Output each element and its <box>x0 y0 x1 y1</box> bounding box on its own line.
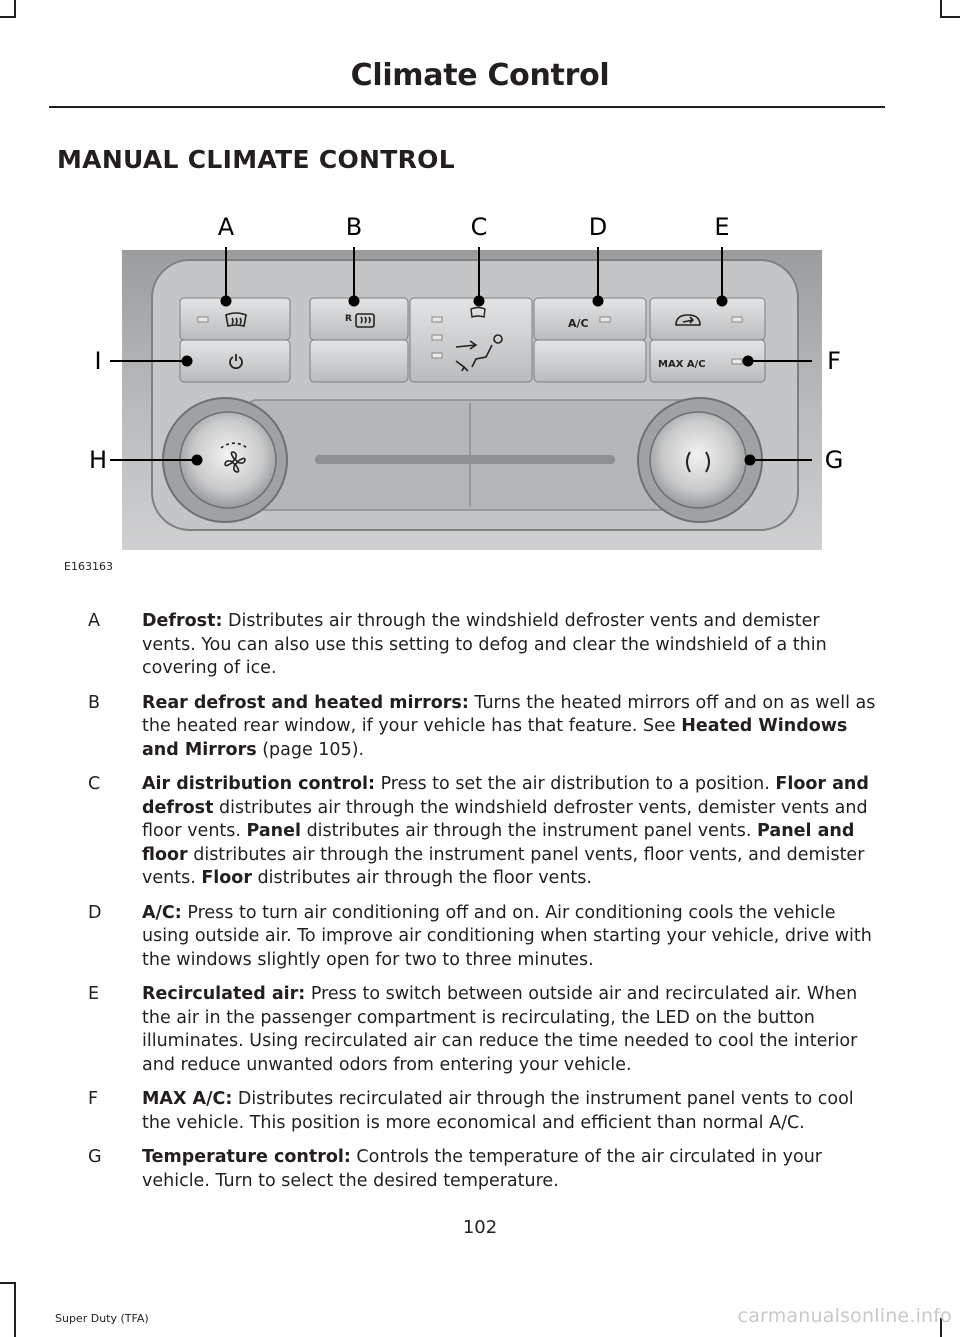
description-term: Rear defrost and heated mirrors: <box>142 692 469 713</box>
description-item <box>88 983 878 1077</box>
callout-dot-i <box>183 357 192 366</box>
description-letter: C <box>88 774 101 794</box>
description-item <box>88 902 878 973</box>
led <box>432 353 442 358</box>
description-text <box>142 1146 878 1193</box>
description-run: Press to turn air conditioning off and on. Air conditioning cools the vehicle using outside air. To improve air conditioning when starting your vehicle, drive with the windows slightly open for two to three minutes. <box>142 902 872 970</box>
callout-dot-g <box>746 456 755 465</box>
page-header-title: Climate Control <box>350 58 610 93</box>
description-list <box>88 610 878 1204</box>
description-term: Heated Windows and Mirrors <box>142 716 848 760</box>
callout-label-f: F <box>827 347 841 375</box>
description-term: Floor <box>201 868 252 888</box>
panel-slot <box>315 455 615 464</box>
description-text <box>142 902 878 973</box>
description-run: distributes air through the instrument panel vents. <box>301 821 758 841</box>
callout-dot-e <box>718 297 727 306</box>
callout-label-h: H <box>88 446 108 474</box>
crop-mark <box>942 16 960 18</box>
led <box>732 359 742 364</box>
crop-mark <box>14 1282 16 1337</box>
description-item <box>88 1088 878 1135</box>
description-run: Distributes air through the windshield defroster vents and demister vents. You can also use this setting to defog and clear the windshield of a thin covering of ice. <box>142 611 827 678</box>
led <box>198 317 208 322</box>
callout-label-i: I <box>94 347 102 375</box>
figure-id: E163163 <box>64 560 113 573</box>
description-letter: B <box>88 692 101 713</box>
callout-dot-b <box>350 297 359 306</box>
description-text <box>142 1088 878 1135</box>
max-ac-button-label: MAX A/C <box>658 359 706 370</box>
description-term: Defrost: <box>142 611 223 631</box>
blank-button <box>310 340 408 382</box>
defrost-button <box>180 298 290 340</box>
description-letter: E <box>88 984 100 1004</box>
description-term: Panel and floor <box>142 821 855 865</box>
callout-label-d: D <box>588 213 608 241</box>
led <box>600 317 610 322</box>
description-run: distributes air through the floor vents. <box>251 868 592 888</box>
callout-dot-a <box>222 297 231 306</box>
description-term: Panel <box>246 821 302 841</box>
description-run: distributes air through the instrument panel vents, floor vents, and demister vents. <box>142 844 865 888</box>
description-text <box>142 773 878 891</box>
callout-dot-f <box>744 357 753 366</box>
description-run: Controls the temperature of the air circulated in your vehicle. Turn to select the desired temperature. <box>142 1147 823 1191</box>
ac-button-label: A/C <box>568 317 589 330</box>
callout-label-b: B <box>345 213 363 241</box>
description-run: distributes air through the windshield defroster vents, demister vents and floor vents. <box>142 797 868 841</box>
description-term: MAX A/C: <box>142 1089 233 1109</box>
description-run: Turns the heated mirrors off and on as well as the heated rear window, if your vehicle has that feature. See <box>142 692 876 736</box>
description-item <box>88 773 878 891</box>
description-text <box>142 983 878 1077</box>
callout-label-e: E <box>714 213 730 241</box>
description-run: Distributes recirculated air through the instrument panel vents to cool the vehicle. This position is more economical and efficient than normal A/C. <box>142 1089 854 1133</box>
callout-dot-h <box>193 456 202 465</box>
callout-dot-d <box>594 297 603 306</box>
power-button <box>180 340 290 382</box>
recirculate-button <box>650 298 765 340</box>
description-letter: D <box>88 902 102 923</box>
crop-mark <box>0 1282 16 1284</box>
ac-button <box>534 298 646 340</box>
callout-dot-c <box>475 297 484 306</box>
callout-label-g: G <box>824 446 844 474</box>
description-term: Air distribution control: <box>142 774 375 794</box>
description-text <box>142 610 878 681</box>
led <box>432 335 442 340</box>
rear-r-label: R <box>345 314 352 324</box>
temperature-knob <box>650 412 746 508</box>
crop-mark <box>0 16 16 18</box>
description-run: (page 105). <box>256 739 365 760</box>
description-term: Temperature control: <box>142 1147 351 1167</box>
description-item <box>88 1146 878 1193</box>
page-number: 102 <box>462 1217 498 1238</box>
climate-control-figure <box>60 205 910 585</box>
section-title: MANUAL CLIMATE CONTROL <box>57 145 455 174</box>
description-letter: G <box>88 1147 102 1167</box>
blank-button-2 <box>534 340 646 382</box>
description-term: Recirculated air: <box>142 984 306 1004</box>
description-letter: F <box>88 1089 99 1109</box>
callout-label-a: A <box>217 213 235 241</box>
callout-label-c: C <box>470 213 488 241</box>
description-item <box>88 610 878 681</box>
description-letter: A <box>88 611 100 631</box>
watermark: carmanualsonline.info <box>737 1305 952 1327</box>
description-run: Press to switch between outside air and recirculated air. When the air in the passenger compartment is recirculating, the LED on the button illuminates. Using recirculated air can reduce the time needed to cool the interior and reduce unwanted odors from entering your vehicle. <box>142 984 858 1075</box>
footer-document-name: Super Duty (TFA) <box>55 1312 149 1325</box>
description-term: Floor and defrost <box>142 774 869 818</box>
rear-defrost-button <box>310 298 408 340</box>
description-run: Press to set the air distribution to a position. <box>375 774 776 794</box>
description-text <box>142 692 878 763</box>
led <box>732 317 742 322</box>
description-term: A/C: <box>142 902 182 923</box>
led <box>432 317 442 322</box>
description-item <box>88 692 878 763</box>
header-rule <box>49 106 885 108</box>
